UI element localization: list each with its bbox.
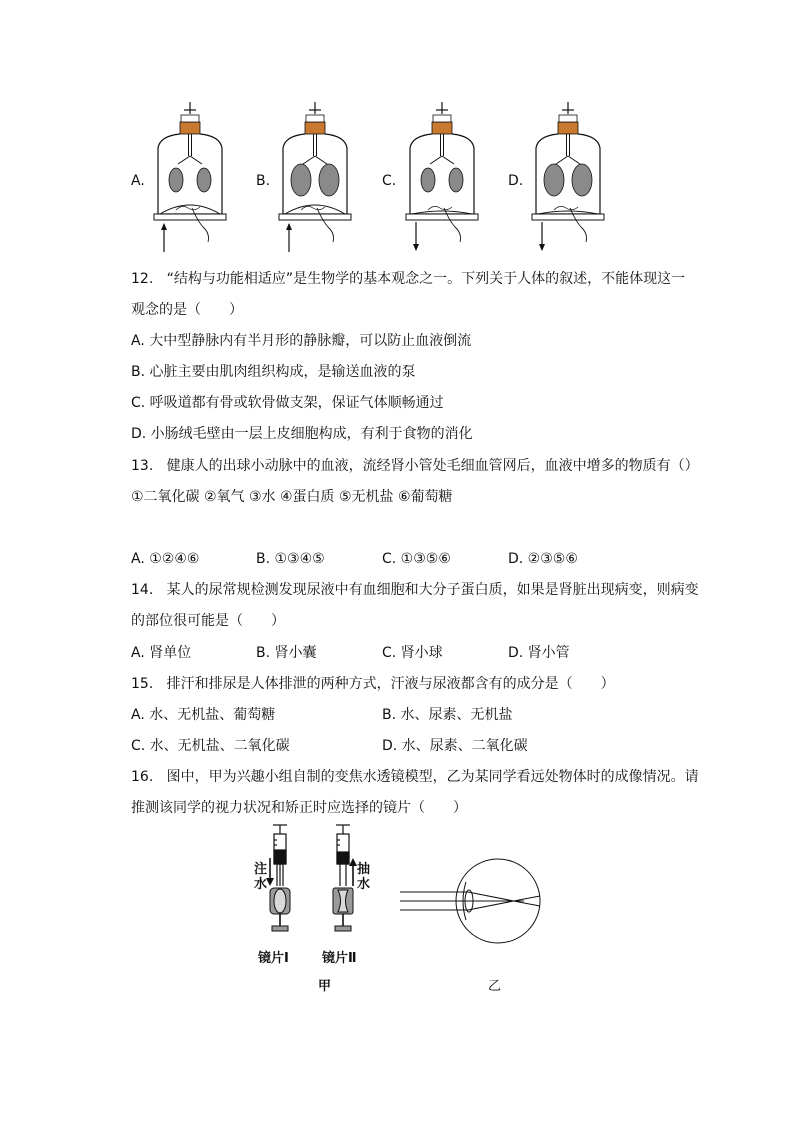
q13-option-b: B. ①③④⑤ <box>256 551 325 567</box>
bell-jar <box>410 134 474 214</box>
q12-number: 12. <box>131 271 154 287</box>
option-label-a: A. <box>131 173 145 189</box>
lung-left <box>544 164 564 196</box>
q13-option-d: D. ②③⑤⑥ <box>508 551 578 567</box>
bell-jar-figure <box>120 100 710 260</box>
q14-option-a: A. 肾单位 <box>131 645 192 661</box>
bell-jar-model <box>154 102 226 252</box>
q15-option-d: D. 水、尿素、二氧化碳 <box>382 738 528 754</box>
q15-stem: 排汗和排尿是人体排泄的两种方式，汗液与尿液都含有的成分是（ ） <box>166 676 615 692</box>
cork <box>432 122 452 134</box>
q12-stem: “结构与功能相适应”是生物学的基本观念之一。下列关于人体的叙述，不能体现这一 <box>166 271 686 287</box>
q12-stem-line1 <box>131 269 685 289</box>
caption-jia: 甲 <box>318 979 332 994</box>
diaphragm <box>160 205 220 214</box>
q14-stem-line2: 的部位很可能是（ ） <box>131 613 285 629</box>
q15-option-a: A. 水、无机盐、葡萄糖 <box>131 707 276 723</box>
arrow-down-icon <box>413 222 419 251</box>
q14-option-b: B. 肾小囊 <box>256 645 317 661</box>
syringe-2 <box>336 825 350 886</box>
q16-stem-line2: 推测该同学的视力状况和矫正时应选择的镜片（ ） <box>131 800 467 816</box>
q15-number: 15. <box>131 676 154 692</box>
bell-jar <box>158 134 222 214</box>
concave-lens-icon <box>333 888 353 931</box>
lens-1-label: 镜片Ⅰ <box>258 951 289 966</box>
option-label-b: B. <box>256 173 271 189</box>
inject-label <box>254 862 268 892</box>
q14-option-d: D. 肾小管 <box>508 645 570 661</box>
lens-eye-figure <box>240 820 560 1000</box>
q12-option-b: B. 心脏主要由肌肉组织构成，是输送血液的泵 <box>131 364 416 380</box>
bell-jar-figure-svg <box>120 100 710 260</box>
q13-stem: 健康人的出球小动脉中的血液，流经肾小管处毛细血管网后，血液中增多的物质有（） <box>166 458 699 474</box>
q13-substances: ①二氧化碳 ②氧气 ③水 ④蛋白质 ⑤无机盐 ⑥葡萄糖 <box>131 489 453 505</box>
q16-stem: 图中，甲为兴趣小组自制的变焦水透镜模型，乙为某同学看远处物体时的成像情况。请 <box>166 769 699 785</box>
lung-right <box>319 164 339 196</box>
lung-left <box>421 168 435 192</box>
q13-option-a: A. ①②④⑥ <box>131 551 200 567</box>
q15-stem-line1 <box>131 674 615 694</box>
bell-jar-model <box>532 102 604 251</box>
bell-jar-model <box>406 102 478 251</box>
extract-arrow-icon <box>349 858 357 886</box>
arrow-up-icon <box>286 223 292 252</box>
q15-option-b: B. 水、尿素、无机盐 <box>382 707 513 723</box>
diaphragm <box>285 205 345 214</box>
lung-left <box>291 164 311 196</box>
lung-right <box>197 168 211 192</box>
cork <box>305 122 325 134</box>
extract-label <box>357 862 371 892</box>
q12-option-a: A. 大中型静脉内有半月形的静脉瓣，可以防止血液倒流 <box>131 333 472 349</box>
q16-stem-line1 <box>131 767 699 787</box>
arrow-down-icon <box>539 222 545 251</box>
lung-right <box>449 168 463 192</box>
q14-option-c: C. 肾小球 <box>382 645 443 661</box>
caption-yi: 乙 <box>488 979 502 994</box>
lens-eye-figure-svg <box>240 820 560 1000</box>
lung-right <box>572 164 592 196</box>
lung-left <box>169 168 183 192</box>
convex-lens-icon <box>270 888 290 931</box>
q13-option-c: C. ①③⑤⑥ <box>382 551 451 567</box>
q12-option-c: C. 呼吸道都有骨或软骨做支架，保证气体顺畅通过 <box>131 395 444 411</box>
extract-label-text: 抽水 <box>357 862 371 892</box>
q12-stem-line2: 观念的是（ ） <box>131 302 243 318</box>
cork <box>558 122 578 134</box>
q14-stem: 某人的尿常规检测发现尿液中有血细胞和大分子蛋白质，如果是肾脏出现病变，则病变 <box>166 582 699 598</box>
q13-stem-line1 <box>131 456 699 476</box>
q12-option-d: D. 小肠绒毛壁由一层上皮细胞构成，有利于食物的消化 <box>131 426 473 442</box>
q16-number: 16. <box>131 769 154 785</box>
q15-option-c: C. 水、无机盐、二氧化碳 <box>131 738 290 754</box>
lens-2-label: 镜片Ⅱ <box>322 951 357 966</box>
q13-number: 13. <box>131 458 154 474</box>
bell-jar-model <box>279 102 351 252</box>
q14-stem-line1 <box>131 580 699 600</box>
eye-diagram <box>400 859 540 943</box>
option-label-d: D. <box>508 173 524 189</box>
inject-label-text: 注水 <box>254 862 268 892</box>
syringe-1 <box>273 825 287 886</box>
option-label-c: C. <box>382 173 397 189</box>
q14-number: 14. <box>131 582 154 598</box>
cork <box>180 122 200 134</box>
arrow-up-icon <box>161 223 167 252</box>
